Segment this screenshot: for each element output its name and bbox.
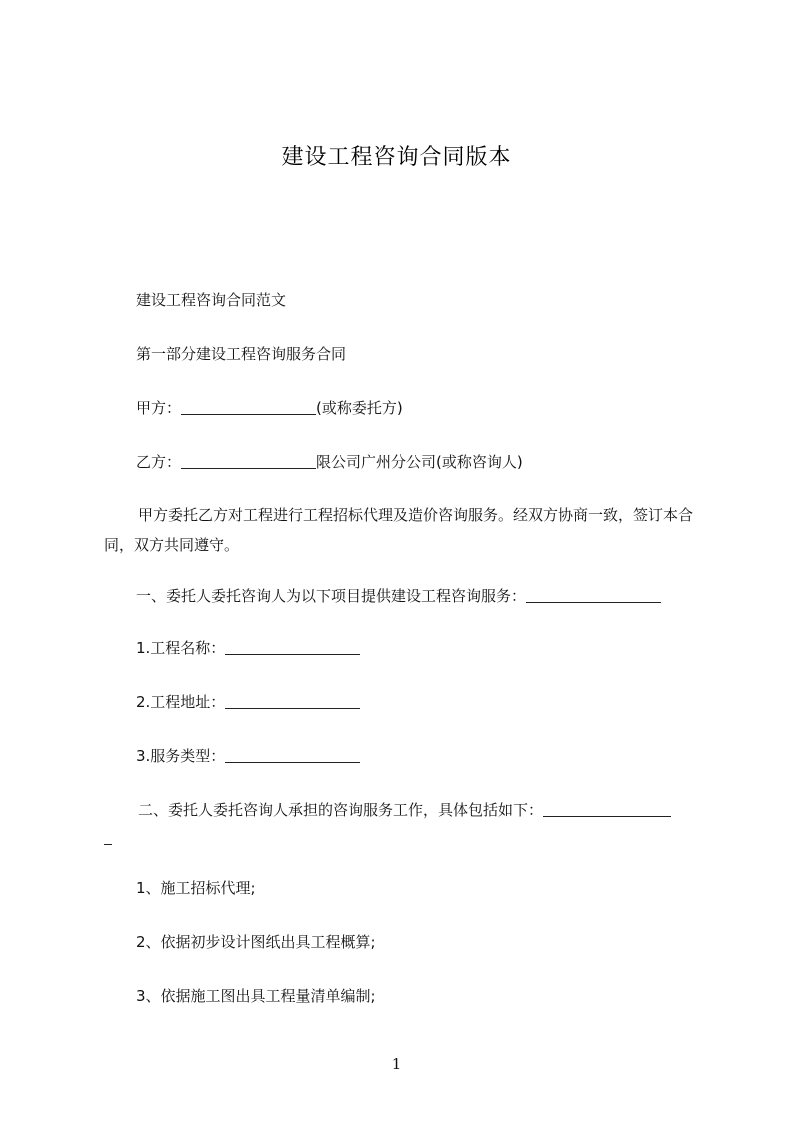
service-type-label: 3.服务类型： <box>136 747 226 765</box>
document-title: 建设工程咨询合同版本 <box>281 145 512 170</box>
party-a-label: 甲方： <box>136 399 182 417</box>
section-heading-line <box>136 342 346 366</box>
service-type-line <box>136 744 360 768</box>
clause-two-text: 二、委托人委托咨询人承担的咨询服务工作，具体包括如下： <box>138 801 544 819</box>
clause-one-blank <box>526 586 661 603</box>
intro-paragraph: 甲方委托乙方对工程进行工程招标代理及造价咨询服务。经双方协商一致，签订本合同，双方共同遵守。 <box>104 506 694 554</box>
subtitle-text: 建设工程咨询合同范文 <box>136 291 287 309</box>
page-number: 1 <box>391 1055 402 1073</box>
list-item-3-text: 3、依据施工图出具工程量清单编制; <box>136 987 376 1005</box>
service-type-blank <box>225 746 360 763</box>
list-item-2-text: 2、依据初步设计图纸出具工程概算; <box>136 933 376 951</box>
section-heading-text: 第一部分建设工程咨询服务合同 <box>136 345 347 363</box>
party-b-label: 乙方： <box>136 453 182 471</box>
party-a-suffix: (或称委托方) <box>316 399 403 417</box>
project-address-blank <box>225 692 360 709</box>
clause-two-blank-continuation <box>104 844 112 845</box>
clause-two-blank <box>543 800 671 817</box>
list-item-1-text: 1、施工招标代理; <box>136 879 256 897</box>
project-address-label: 2.工程地址： <box>136 693 226 711</box>
list-item-2 <box>136 930 376 954</box>
project-name-label: 1.工程名称： <box>136 639 226 657</box>
list-item-1 <box>136 876 256 900</box>
party-b-line <box>136 450 523 474</box>
subtitle-line <box>136 288 286 312</box>
list-item-3 <box>136 984 376 1008</box>
project-name-blank <box>225 638 360 655</box>
party-a-line <box>136 396 403 420</box>
clause-one-line <box>136 584 661 608</box>
clause-one-text: 一、委托人委托咨询人为以下项目提供建设工程咨询服务： <box>136 587 527 605</box>
party-a-blank <box>181 398 316 415</box>
clause-two-line <box>138 798 671 822</box>
project-name-line <box>136 636 360 660</box>
party-b-suffix: 限公司广州分公司(或称咨询人) <box>316 453 523 471</box>
party-b-blank <box>181 452 316 469</box>
project-address-line <box>136 690 360 714</box>
